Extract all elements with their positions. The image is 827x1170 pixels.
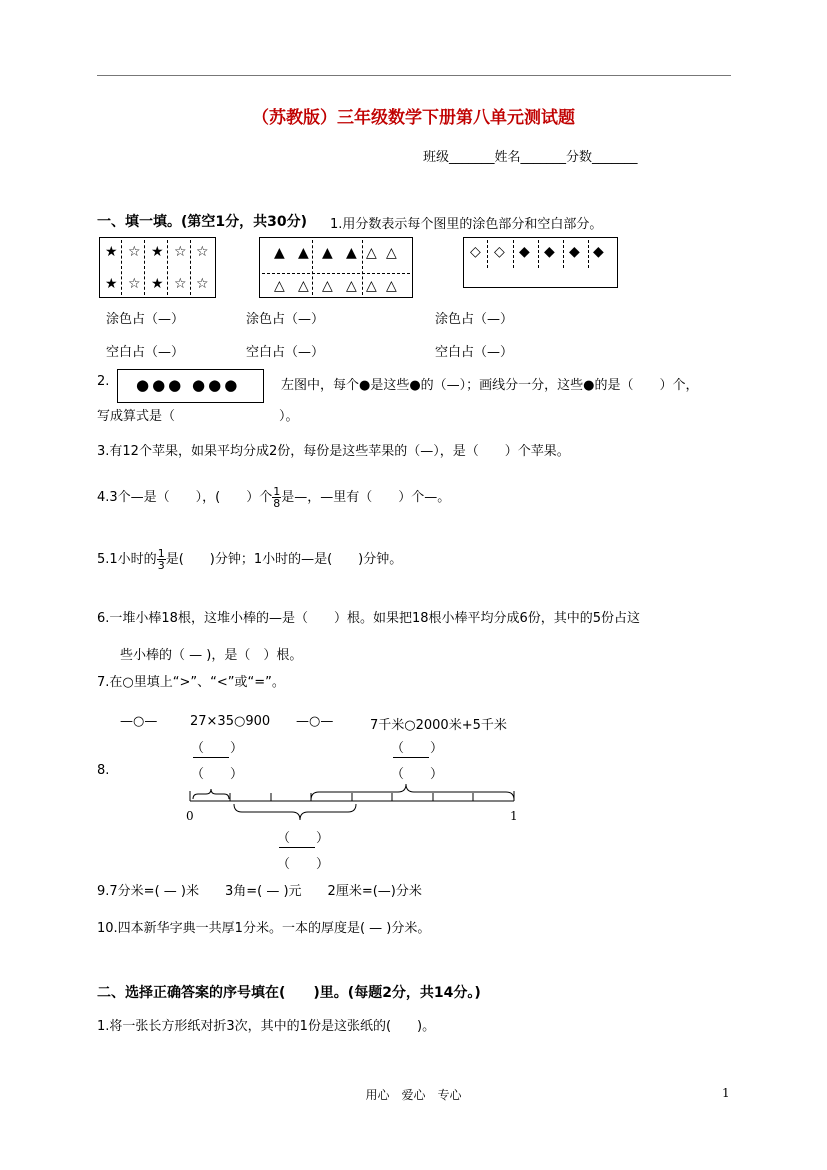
q5-part-a: 5.1小时的 [97,552,157,567]
section2-heading: 二、选择正确答案的序号填在( )里。(每题2分，共14分。) [97,985,481,1001]
diamond-filled-icon: ◆ [519,244,530,260]
diamond-filled-icon: ◆ [544,244,555,260]
triangle-outline-icon: △ [298,278,309,294]
fraction-numerator: 1 [157,547,165,560]
page-title: （苏教版）三年级数学下册第八单元测试题 [252,108,575,128]
tick-label-zero: 0 [186,809,194,823]
q2-number: 2. [97,374,110,389]
star-icon: ★ [151,276,164,292]
q6-text-2: 些小棒的（ — )，是（ ）根。 [120,648,303,663]
student-info-line: 班级_______姓名_______分数_______ [423,150,638,165]
fraction-bar [193,757,229,758]
diamond-outline-icon: ◇ [494,244,505,260]
dots-box [117,369,264,403]
fraction [157,548,166,571]
fraction-bar [279,847,315,848]
triangle-outline-icon: △ [366,278,377,294]
blank-label-a: 空白占（—） [106,345,185,360]
triangle-outline-icon: △ [346,278,357,294]
triangle-outline-icon: △ [274,278,285,294]
q7-compare-1: —○— [120,714,158,729]
star-icon: ★ [105,244,118,260]
triangle-filled-icon: ▲ [322,245,333,261]
page-number: 1 [722,1086,730,1100]
triangle-filled-icon: ▲ [298,245,309,261]
q7-text: 7.在○里填上“>”、“<”或“=”。 [97,675,285,690]
q4-part-b: 是—，—里有（ ）个—。 [281,490,451,505]
star-outline-icon: ☆ [196,244,209,260]
q10-text: 10.四本新华字典一共厚1分米。一本的厚度是( — )分米。 [97,921,431,936]
tick-label-one: 1 [510,809,518,823]
triangle-filled-icon: ▲ [274,245,285,261]
star-icon: ★ [105,276,118,292]
q9-text: 9.7分米=( — )米 3角=( — )元 2厘米=(—)分米 [97,884,422,899]
section2-q1-text: 1.将一张长方形纸对折3次，其中的1份是这张纸的( )。 [97,1019,436,1034]
q8-number: 8. [97,763,110,778]
star-outline-icon: ☆ [196,276,209,292]
header-rule [97,75,731,76]
q4-part-a: 4.3个—是（ ），( ）个 [97,490,273,505]
q3-text: 3.有12个苹果，如果平均分成2份，每份是这些苹果的（—），是（ ）个苹果。 [97,444,570,459]
colored-label-c: 涂色占（—） [435,312,514,327]
triangle-outline-icon: △ [386,278,397,294]
q5-part-b: 是( )分钟；1小时的—是( )分钟。 [165,552,403,567]
answer-denominator-1: （ ） [191,767,244,782]
colored-label-b: 涂色占（—） [246,312,325,327]
footer-motto: 用心 爱心 专心 [365,1088,462,1102]
diamond-filled-icon: ◆ [569,244,580,260]
colored-label-a: 涂色占（—） [106,312,185,327]
fraction [272,486,281,509]
fraction-bar [393,757,429,758]
star-outline-icon: ☆ [128,244,141,260]
q2-text: 左图中，每个●是这些●的（—）；画线分一分，这些●的是（ ）个， [281,378,699,393]
q1-text: 1.用分数表示每个图里的涂色部分和空白部分。 [330,217,603,232]
triangle-outline-icon: △ [366,245,377,261]
triangle-filled-icon: ▲ [346,245,357,261]
answer-denominator-3: （ ） [277,857,330,872]
dot-icon-group: ●●● ●●● [136,376,241,394]
figure-stars [99,237,216,298]
star-outline-icon: ☆ [174,244,187,260]
fraction-denominator: 3 [157,559,165,572]
figure-diamonds [463,237,618,288]
star-icon: ★ [151,244,164,260]
section1-heading: 一、填一填。(第空1分，共30分) [97,214,308,230]
answer-numerator-2: （ ） [391,741,444,756]
q2-text-2: 写成算式是（ ）。 [97,409,299,424]
triangle-outline-icon: △ [386,245,397,261]
answer-numerator-1: （ ） [191,741,244,756]
blank-label-c: 空白占（—） [435,345,514,360]
q5-line [97,543,402,577]
answer-numerator-3: （ ） [277,831,330,846]
q7-compare-3: —○— [296,714,334,729]
star-outline-icon: ☆ [128,276,141,292]
star-outline-icon: ☆ [174,276,187,292]
triangle-outline-icon: △ [322,278,333,294]
diamond-outline-icon: ◇ [470,244,481,260]
fraction-denominator: 8 [273,497,281,510]
fraction-numerator: 1 [273,485,281,498]
q6-text: 6.一堆小棒18根，这堆小棒的—是（ ）根。如果把18根小棒平均分成6份，其中的5份占这 [97,611,641,626]
answer-denominator-2: （ ） [391,767,444,782]
number-line [180,778,525,838]
figure-triangles [259,237,413,298]
q7-compare-4: 7千米○2000米+5千米 [370,718,507,733]
blank-label-b: 空白占（—） [246,345,325,360]
q4-line [97,481,450,515]
diamond-filled-icon: ◆ [593,244,604,260]
q7-compare-2: 27×35○900 [190,714,271,729]
